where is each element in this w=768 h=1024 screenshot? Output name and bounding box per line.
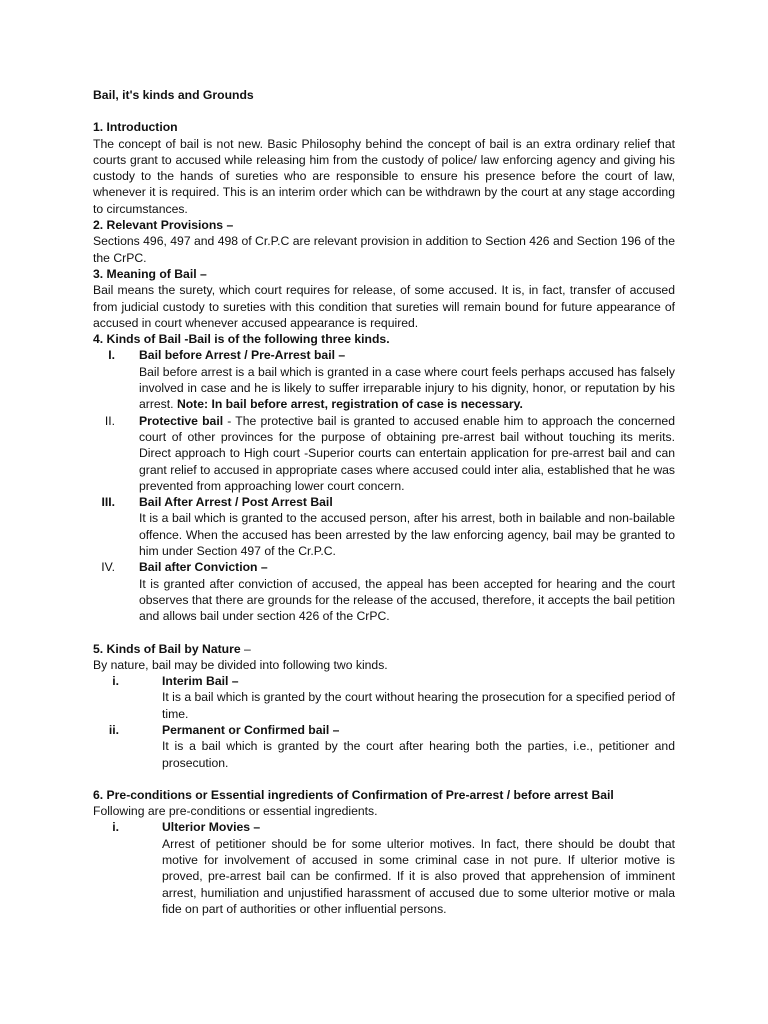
spacer xyxy=(93,771,675,787)
spacer xyxy=(93,103,675,119)
list-marker: II. xyxy=(104,413,115,428)
list-item-title: Bail before Arrest / Pre-Arrest bail – xyxy=(139,348,346,363)
list-item-text: It is a bail which is granted by the court after hearing both the parties, i.e., petitioner and prosecution. xyxy=(162,739,675,770)
list-marker: i. xyxy=(112,674,119,689)
list-item-title: Interim Bail – xyxy=(162,674,239,689)
list-item-title: Protective bail xyxy=(139,413,224,428)
list-marker: ii. xyxy=(108,722,119,737)
meaning-text: Bail means the surety, which court requires for release, of some accused. It is, in fact, transfer of accused from judicial custody to sureties with this condition that sureties will remain bound for future appearance of accused in court whenever accused appearance is required. xyxy=(93,283,675,330)
section-heading-kinds: 4. Kinds of Bail -Bail is of the following three kinds. xyxy=(93,332,390,347)
list-item-text: Bail before arrest is a bail which is granted in a case where court feels perhaps accused has falsely involved in case and he is likely to suffer irreparable injury to his dignity, honor, or reputation by his arrest. Note: In bail before arrest, registration of case is necessary. xyxy=(139,364,675,412)
list-item xyxy=(93,722,675,771)
list-marker: i. xyxy=(112,820,119,835)
section-heading-preconditions: 6. Pre-conditions or Essential ingredients of Confirmation of Pre-arrest / before arrest Bail xyxy=(93,787,614,802)
list-item xyxy=(93,673,675,722)
section-heading-provisions: 2. Relevant Provisions – xyxy=(93,218,234,233)
list-item xyxy=(93,559,675,624)
list-item xyxy=(93,494,675,559)
section-heading-meaning: 3. Meaning of Bail – xyxy=(93,266,207,281)
list-item-title: Permanent or Confirmed bail – xyxy=(162,722,340,737)
list-item xyxy=(93,347,675,412)
list-item-title: Bail after Conviction – xyxy=(139,560,268,575)
list-item-text: Arrest of petitioner should be for some ulterior motives. In fact, there should be doubt that motive for involvement of accused in some criminal case in not pure. If ulterior motive is proved, pre-arrest bail can be confirmed. If it is also proved that apprehension of imminent arrest, humiliation and unjustified harassment of accused due to some ulterior motive or mala fide on part of authorities or other influential persons. xyxy=(162,836,675,916)
list-item-title: Ulterior Movies – xyxy=(162,820,261,835)
list-marker: I. xyxy=(108,348,115,363)
note-text: Note: In bail before arrest, registration of case is necessary. xyxy=(176,397,523,412)
provisions-text: Sections 496, 497 and 498 of Cr.P.C are relevant provision in addition to Section 426 and Section 196 of the the CrPC. xyxy=(93,234,675,265)
list-marker: III. xyxy=(101,495,115,510)
nature-intro-text: By nature, bail may be divided into following two kinds. xyxy=(93,657,388,672)
list-marker: IV. xyxy=(101,560,115,575)
preconditions-intro-text: Following are pre-conditions or essential ingredients. xyxy=(93,804,378,819)
list-item-title: Bail After Arrest / Post Arrest Bail xyxy=(139,495,333,510)
section-heading-introduction: 1. Introduction xyxy=(93,120,178,135)
list-item-text: It is granted after conviction of accused, the appeal has been accepted for hearing and the court observes that there are grounds for the release of the accused, therefore, it accepts the bail petition and allows bail under section 426 of the CrPC. xyxy=(139,576,675,624)
list-item xyxy=(93,819,675,917)
introduction-text: The concept of bail is not new. Basic Philosophy behind the concept of bail is an extra ordinary relief that courts grant to accused while releasing him from the custody of police/ law enforcing agency and giving his custody to the hands of sureties who are responsible to ensure his presence before the court of law, whenever it is required. This is an interim order which can be withdrawn by the court at any stage according to circumstances. xyxy=(93,136,675,216)
list-item-text: It is a bail which is granted to the accused person, after his arrest, both in bailable and non-bailable offence. When the accused has been arrested by the law enforcing agency, bail may be granted to him under Section 497 of the Cr.P.C. xyxy=(139,511,675,559)
list-item-text: Protective bail - The protective bail is granted to accused enable him to approach the concerned court of other provinces for the purpose of obtaining pre-arrest bail without touching its merits. Direct approach to High court -Superior courts can entertain application for pre-arrest bail and can grant relief to accused in appropriate cases where accused could inter alia, established that he was prevented from approaching lower court concern. xyxy=(139,413,675,493)
document-title: Bail, it's kinds and Grounds xyxy=(93,88,254,102)
section-heading-nature: 5. Kinds of Bail by Nature – xyxy=(93,641,251,656)
list-item-text: It is a bail which is granted by the court without hearing the prosecution for a specified period of time. xyxy=(162,690,675,721)
spacer xyxy=(93,625,675,641)
list-item xyxy=(93,413,675,494)
